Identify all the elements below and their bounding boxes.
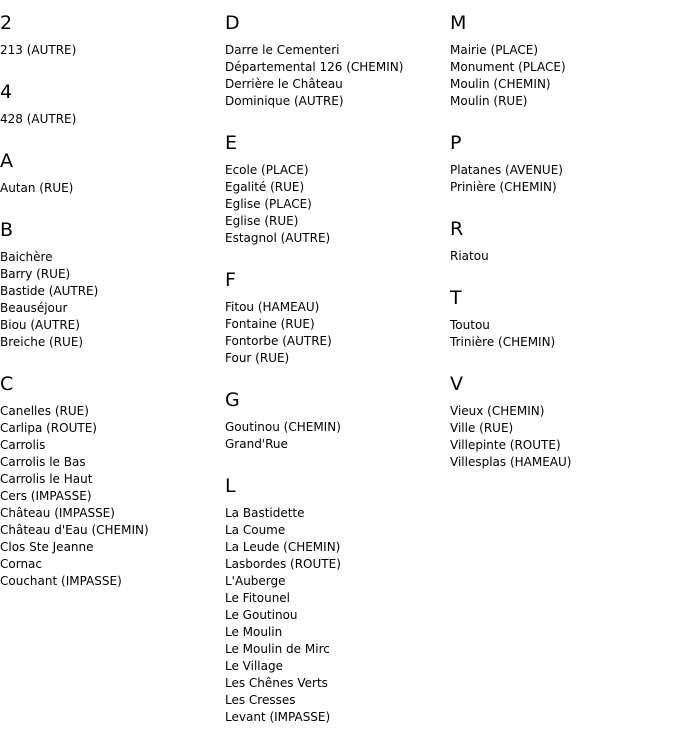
street-entry[interactable]: Couchant (IMPASSE)	[0, 574, 122, 588]
street-entry[interactable]: Le Village	[225, 659, 283, 673]
street-entry[interactable]: Fontaine (RUE)	[225, 317, 315, 331]
street-entry[interactable]: Départemental 126 (CHEMIN)	[225, 60, 404, 74]
street-entry[interactable]: Villesplas (HAMEAU)	[450, 455, 572, 469]
street-entry[interactable]: Monument (PLACE)	[450, 60, 566, 74]
letter-group	[450, 12, 675, 110]
street-entry[interactable]: Breiche (RUE)	[0, 335, 84, 349]
street-entry[interactable]: Ville (RUE)	[450, 421, 514, 435]
street-entry[interactable]: Riatou	[450, 249, 489, 263]
street-list	[0, 42, 225, 59]
street-list	[450, 42, 675, 110]
street-entry[interactable]: Grand'Rue	[225, 437, 288, 451]
street-list	[225, 42, 450, 110]
street-entry[interactable]: Carrolis le Bas	[0, 455, 86, 469]
street-entry[interactable]: Ecole (PLACE)	[225, 163, 309, 177]
street-entry[interactable]: Mairie (PLACE)	[450, 43, 539, 57]
letter-group	[0, 12, 225, 59]
street-list	[225, 505, 450, 726]
letter-heading: B	[0, 219, 14, 241]
street-entry[interactable]: Le Fitounel	[225, 591, 291, 605]
index-column-1	[0, 12, 225, 612]
street-entry[interactable]: Derrière le Château	[225, 77, 343, 91]
street-list	[225, 299, 450, 367]
letter-heading: L	[225, 475, 236, 497]
street-entry[interactable]: Biou (AUTRE)	[0, 318, 80, 332]
street-entry[interactable]: Carrolis le Haut	[0, 472, 93, 486]
street-entry[interactable]: Le Moulin	[225, 625, 283, 639]
letter-group	[0, 219, 225, 351]
street-entry[interactable]: Bastide (AUTRE)	[0, 284, 99, 298]
street-entry[interactable]: Eglise (PLACE)	[225, 197, 312, 211]
street-entry[interactable]: Les Cresses	[225, 693, 296, 707]
street-entry[interactable]: Baichère	[0, 250, 53, 264]
street-list	[450, 317, 675, 351]
letter-group	[450, 287, 675, 351]
letter-group	[225, 269, 450, 367]
street-entry[interactable]: L'Auberge	[225, 574, 286, 588]
street-entry[interactable]: Dominique (AUTRE)	[225, 94, 344, 108]
letter-heading: P	[450, 132, 462, 154]
index-column-2	[225, 12, 450, 748]
street-entry[interactable]: Fontorbe (AUTRE)	[225, 334, 332, 348]
letter-heading: R	[450, 218, 464, 240]
street-list	[450, 403, 675, 471]
street-entry[interactable]: Château (IMPASSE)	[0, 506, 115, 520]
street-entry[interactable]: Lasbordes (ROUTE)	[225, 557, 341, 571]
street-entry[interactable]: Le Moulin de Mirc	[225, 642, 330, 656]
letter-group	[450, 373, 675, 471]
street-entry[interactable]: Château d'Eau (CHEMIN)	[0, 523, 149, 537]
street-entry[interactable]: Clos Ste Jeanne	[0, 540, 94, 554]
street-entry[interactable]: Four (RUE)	[225, 351, 290, 365]
street-entry[interactable]: Toutou	[450, 318, 490, 332]
street-list	[450, 248, 675, 265]
street-entry[interactable]: Fitou (HAMEAU)	[225, 300, 320, 314]
letter-group	[225, 12, 450, 110]
street-entry[interactable]: Les Chênes Verts	[225, 676, 328, 690]
street-entry[interactable]: Carlipa (ROUTE)	[0, 421, 97, 435]
letter-group	[225, 475, 450, 726]
street-list	[225, 419, 450, 453]
letter-group	[450, 132, 675, 196]
street-entry[interactable]: Le Goutinou	[225, 608, 298, 622]
index-column-3	[450, 12, 675, 493]
letter-heading: T	[450, 287, 462, 309]
letter-heading: A	[0, 150, 13, 172]
street-entry[interactable]: Prinière (CHEMIN)	[450, 180, 557, 194]
street-entry[interactable]: 428 (AUTRE)	[0, 112, 77, 126]
street-entry[interactable]: Beauséjour	[0, 301, 68, 315]
street-entry[interactable]: Egalité (RUE)	[225, 180, 305, 194]
street-list	[225, 162, 450, 247]
street-entry[interactable]: Platanes (AVENUE)	[450, 163, 563, 177]
letter-heading: 2	[0, 12, 13, 34]
street-entry[interactable]: Cornac	[0, 557, 42, 571]
street-list	[450, 162, 675, 196]
letter-heading: G	[225, 389, 240, 411]
street-list	[0, 403, 225, 590]
street-entry[interactable]: Autan (RUE)	[0, 181, 74, 195]
letter-heading: 4	[0, 81, 13, 103]
letter-heading: F	[225, 269, 236, 291]
street-entry[interactable]: Moulin (RUE)	[450, 94, 528, 108]
street-entry[interactable]: 213 (AUTRE)	[0, 43, 77, 57]
letter-heading: M	[450, 12, 467, 34]
street-entry[interactable]: Goutinou (CHEMIN)	[225, 420, 341, 434]
street-entry[interactable]: Barry (RUE)	[0, 267, 71, 281]
street-entry[interactable]: Trinière (CHEMIN)	[450, 335, 556, 349]
street-entry[interactable]: Levant (IMPASSE)	[225, 710, 331, 724]
street-entry[interactable]: Canelles (RUE)	[0, 404, 89, 418]
street-entry[interactable]: Eglise (RUE)	[225, 214, 299, 228]
letter-heading: V	[450, 373, 463, 395]
street-entry[interactable]: Estagnol (AUTRE)	[225, 231, 331, 245]
letter-group	[225, 132, 450, 247]
letter-group	[0, 150, 225, 197]
letter-group	[0, 373, 225, 590]
street-list	[0, 111, 225, 128]
letter-heading: E	[225, 132, 238, 154]
street-entry[interactable]: Moulin (CHEMIN)	[450, 77, 551, 91]
street-entry[interactable]: Vieux (CHEMIN)	[450, 404, 545, 418]
letter-group	[225, 389, 450, 453]
street-entry[interactable]: Carrolis	[0, 438, 46, 452]
street-entry[interactable]: Darre le Cementeri	[225, 43, 340, 57]
street-entry[interactable]: Villepinte (ROUTE)	[450, 438, 561, 452]
street-entry[interactable]: La Leude (CHEMIN)	[225, 540, 341, 554]
street-list	[0, 249, 225, 351]
street-entry[interactable]: Cers (IMPASSE)	[0, 489, 92, 503]
letter-group	[0, 81, 225, 128]
letter-group	[450, 218, 675, 265]
street-list	[0, 180, 225, 197]
letter-heading: D	[225, 12, 240, 34]
street-entry[interactable]: La Coume	[225, 523, 286, 537]
letter-heading: C	[0, 373, 14, 395]
street-entry[interactable]: La Bastidette	[225, 506, 305, 520]
